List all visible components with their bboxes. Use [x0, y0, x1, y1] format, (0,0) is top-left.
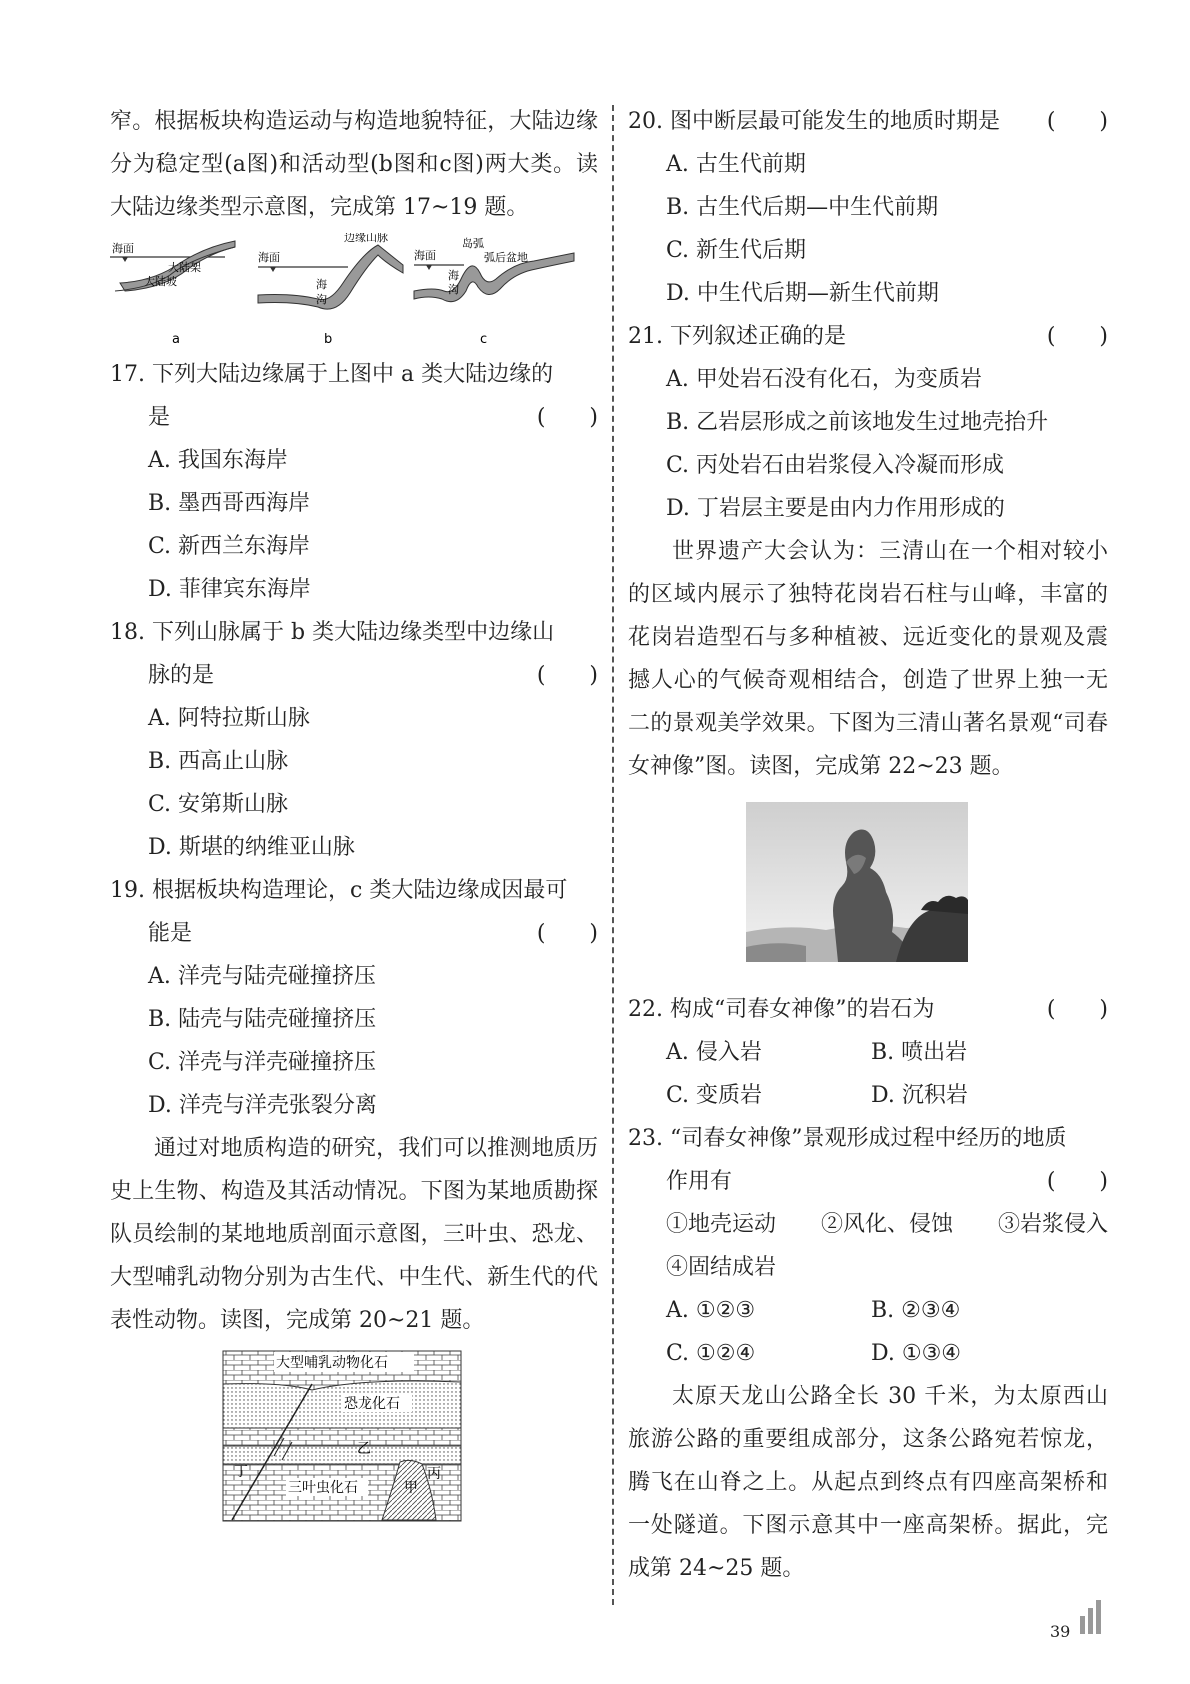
intro-20-21: 通过对地质构造的研究，我们可以推测地质历史上生物、构造及其活动情况。下图为某地质勘探队员绘制的某地地质剖面示意图，三叶虫、恐龙、大型哺乳动物分别为古生代、中生代、新生代的代表性动物。读图，完成第 20~21 题。 [110, 1136, 598, 1333]
q17-option-b[interactable]: B. 墨西哥西海岸 [148, 491, 311, 516]
q18-option-c[interactable]: C. 安第斯山脉 [148, 792, 289, 817]
continental-margin-figure [110, 233, 598, 353]
fig2-mammal-fossil: 大型哺乳动物化石 [276, 1355, 388, 1371]
q21-stem: 下列叙述正确的是 [670, 324, 847, 349]
fig2-layer-yi: 乙 [357, 1441, 371, 1457]
q21-answer-blank[interactable]: ( ) [1046, 324, 1108, 349]
q23-stem-line2: 作用有 [666, 1169, 733, 1194]
q19-option-a[interactable]: A. 洋壳与陆壳碰撞挤压 [148, 964, 376, 989]
q17-stem-line2: 是 [148, 405, 171, 430]
question-21 [628, 315, 1108, 358]
fig1-c-label: c [480, 332, 488, 347]
q22-options-row1 [628, 1031, 1108, 1074]
fig1-b-mountain: 边缘山脉 [344, 233, 388, 244]
q23-number: 23. [628, 1126, 663, 1151]
question-19-line2 [110, 912, 598, 955]
column-divider [612, 105, 614, 1605]
panel-b [258, 233, 403, 347]
fig1-b-trench1: 海 [316, 278, 327, 291]
q20-option-a[interactable]: A. 古生代前期 [666, 152, 806, 177]
q23-stem-line1: “司春女神像”景观形成过程中经历的地质 [670, 1126, 1067, 1151]
fig2-layer-ding: 丁 [234, 1464, 248, 1480]
fig1-c-arc: 岛弧 [462, 237, 484, 250]
geologic-section-figure [110, 1350, 598, 1526]
question-17-line2 [110, 396, 598, 439]
q19-option-d[interactable]: D. 洋壳与洋壳张裂分离 [148, 1093, 377, 1118]
q19-option-b[interactable]: B. 陆壳与陆壳碰撞挤压 [148, 1007, 377, 1032]
fig2-dinosaur-fossil: 恐龙化石 [344, 1396, 400, 1412]
intro-24-25: 太原天龙山公路全长 30 千米，为太原西山旅游公路的重要组成部分，这条公路宛若惊龙，腾飞在山脊之上。从起点到终点有四座高架桥和一处隧道。下图示意其中一座高架桥。据此，完成第 24~25 题。 [628, 1384, 1108, 1581]
q21-option-c[interactable]: C. 丙处岩石由岩浆侵入冷凝而形成 [666, 453, 1005, 478]
q19-option-c[interactable]: C. 洋壳与洋壳碰撞挤压 [148, 1050, 377, 1075]
q18-number: 18. [110, 620, 145, 645]
right-column [628, 100, 1108, 1590]
goddess-rock-image [746, 802, 968, 962]
q23-option-d[interactable]: D. ①③④ [871, 1341, 962, 1366]
q17-option-a[interactable]: A. 我国东海岸 [148, 448, 288, 473]
q21-option-b[interactable]: B. 乙岩层形成之前该地发生过地壳抬升 [666, 410, 1049, 435]
panel-a [110, 241, 235, 347]
q22-number: 22. [628, 997, 663, 1022]
q18-stem-line2: 脉的是 [148, 663, 215, 688]
q19-number: 19. [110, 878, 145, 903]
q20-stem: 图中断层最可能发生的地质时期是 [670, 109, 1001, 134]
q20-option-d[interactable]: D. 中生代后期—新生代前期 [666, 281, 939, 306]
q18-stem-line1: 下列山脉属于 b 类大陆边缘类型中边缘山 [152, 620, 555, 645]
q23-item-4: ④固结成岩 [666, 1255, 777, 1280]
q19-stem-line2: 能是 [148, 921, 193, 946]
q21-number: 21. [628, 324, 663, 349]
fig1-a-sea: 海面 [112, 242, 134, 255]
fig1-a-shelf: 大陆架 [168, 261, 201, 274]
q17-option-d[interactable]: D. 菲律宾东海岸 [148, 577, 311, 602]
fig1-c-basin: 弧后盆地 [484, 251, 528, 264]
q20-option-b[interactable]: B. 古生代后期—中生代前期 [666, 195, 939, 220]
fig2-area-bing: 丙 [427, 1466, 441, 1482]
question-22 [628, 988, 1108, 1031]
q17-number: 17. [110, 362, 145, 387]
q18-answer-blank[interactable]: ( ) [536, 663, 598, 688]
fig1-b-sea: 海面 [258, 251, 280, 264]
q18-option-a[interactable]: A. 阿特拉斯山脉 [148, 706, 310, 731]
q23-items-row1 [628, 1203, 1108, 1246]
decor-bar [1096, 1600, 1101, 1634]
fig2-area-jia: 甲 [404, 1480, 418, 1496]
q23-option-a[interactable]: A. ①②③ [666, 1298, 756, 1323]
fig1-c-trench2: 沟 [448, 283, 459, 296]
decor-bar [1080, 1616, 1085, 1634]
q23-answer-blank[interactable]: ( ) [1046, 1169, 1108, 1194]
geologic-section-diagram [222, 1350, 462, 1522]
q19-stem-line1: 根据板块构造理论，c 类大陆边缘成因最可 [152, 878, 568, 903]
question-23 [628, 1117, 1108, 1160]
fig2-trilobite-fossil: 三叶虫化石 [288, 1480, 358, 1496]
decor-bar [1088, 1608, 1093, 1634]
continental-margin-diagram [110, 233, 598, 353]
q22-option-c[interactable]: C. 变质岩 [666, 1083, 763, 1108]
question-18 [110, 611, 598, 654]
q23-item-1: ①地壳运动 [666, 1212, 777, 1237]
sanqingshan-photo [746, 802, 1108, 978]
fig1-c-trench1: 海 [448, 269, 459, 282]
fig1-a-slope: 大陆坡 [144, 275, 177, 288]
q22-options-row2 [628, 1074, 1108, 1117]
q23-item-2: ②风化、侵蚀 [820, 1212, 953, 1237]
q21-option-d[interactable]: D. 丁岩层主要是由内力作用形成的 [666, 496, 1005, 521]
question-20 [628, 100, 1108, 143]
intro-17-19: 窄。根据板块构造运动与构造地貌特征，大陆边缘分为稳定型(a图)和活动型(b图和c图)两大类。读大陆边缘类型示意图，完成第 17~19 题。 [110, 109, 598, 220]
q19-answer-blank[interactable]: ( ) [536, 921, 598, 946]
q22-answer-blank[interactable]: ( ) [1046, 997, 1108, 1022]
fig1-a-label: a [172, 332, 180, 347]
q23-options-row2 [628, 1332, 1108, 1375]
panel-c [414, 236, 574, 347]
question-17 [110, 353, 598, 396]
fig1-b-trench2: 沟 [316, 293, 327, 306]
fig1-b-label: b [324, 332, 333, 347]
intro-22-23: 世界遗产大会认为：三清山在一个相对较小的区域内展示了独特花岗岩石柱与山峰，丰富的花岗岩造型石与多种植被、远近变化的景观及震撼人心的气候奇观相结合，创造了世界上独一无二的景观美学效果。下图为三清山著名景观“司春女神像”图。读图，完成第 22~23 题。 [628, 539, 1108, 779]
question-23-line2 [628, 1160, 1108, 1203]
q23-options-row1 [628, 1289, 1108, 1332]
q20-number: 20. [628, 109, 663, 134]
q22-option-b[interactable]: B. 喷出岩 [871, 1040, 968, 1065]
question-19 [110, 869, 598, 912]
fig1-c-sea: 海面 [414, 249, 436, 262]
q22-option-a[interactable]: A. 侵入岩 [666, 1040, 762, 1065]
q17-option-c[interactable]: C. 新西兰东海岸 [148, 534, 311, 559]
q21-option-a[interactable]: A. 甲处岩石没有化石，为变质岩 [666, 367, 982, 392]
q17-stem-line1: 下列大陆边缘属于上图中 a 类大陆边缘的 [152, 362, 554, 387]
q23-item-3: ③岩浆侵入 [997, 1212, 1108, 1237]
left-column [110, 100, 598, 1526]
q18-option-d[interactable]: D. 斯堪的纳维亚山脉 [148, 835, 355, 860]
q20-answer-blank[interactable]: ( ) [1046, 109, 1108, 134]
q23-option-c[interactable]: C. ①②④ [666, 1341, 756, 1366]
question-18-line2 [110, 654, 598, 697]
q17-answer-blank[interactable]: ( ) [536, 405, 598, 430]
q22-stem: 构成“司春女神像”的岩石为 [670, 997, 935, 1022]
q20-option-c[interactable]: C. 新生代后期 [666, 238, 807, 263]
page-number: 39 [1050, 1622, 1071, 1641]
q22-option-d[interactable]: D. 沉积岩 [871, 1083, 968, 1108]
q23-option-b[interactable]: B. ②③④ [871, 1298, 961, 1323]
q18-option-b[interactable]: B. 西高止山脉 [148, 749, 289, 774]
page-decoration-bars [1080, 1600, 1101, 1634]
